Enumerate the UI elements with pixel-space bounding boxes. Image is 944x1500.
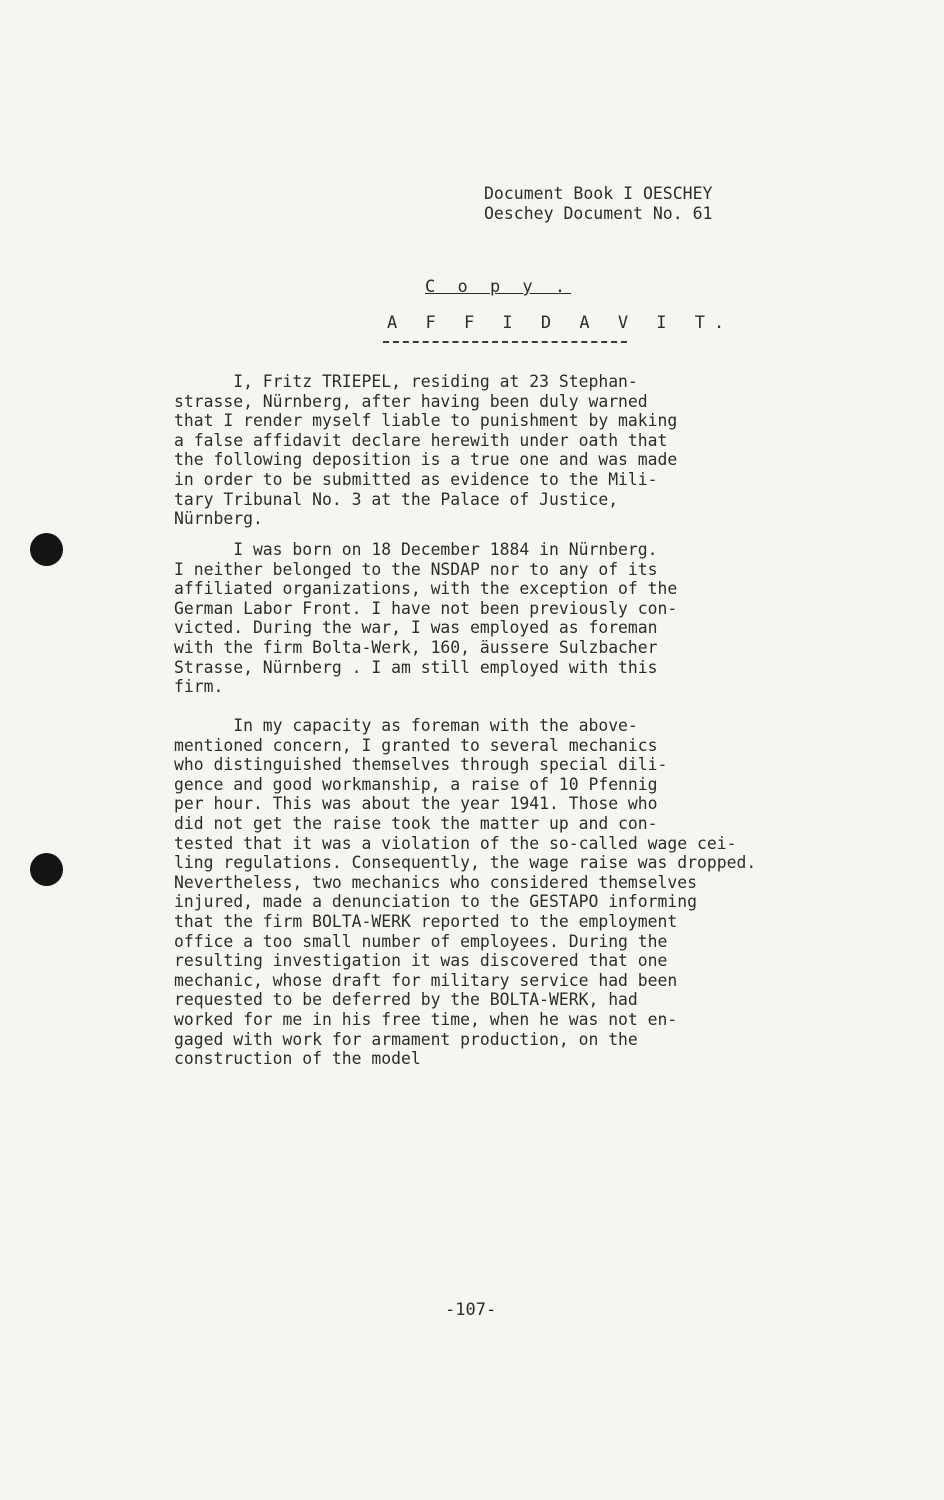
page-number: -107- — [445, 1300, 497, 1320]
punch-hole-lower — [30, 853, 63, 886]
punch-hole-upper — [30, 533, 63, 566]
document-header — [484, 184, 712, 224]
title-underline-rule — [383, 341, 627, 343]
document-number-line: Oeschey Document No. 61 — [484, 204, 713, 223]
paragraph-statement: In my capacity as foreman with the above- mentioned concern, I granted to several mechanics who distinguished themselves through special dili- gence and good workmanship, a raise of 10 Pfennig per hour. This was about the year 1941. Those who did not get the raise took the matter up and con- tested that it was a violation of the so-called wage cei- ling regulations. Consequently, the wage raise was dropped. Nevertheless, two mechanics who considered themselves injured, made a denunciation to the GESTAPO informing that the firm BOLTA-WERK reported to the employment office a too small number of employees. During the resulting investigation it was discovered that one mechanic, whose draft for military service had been requested to be deferred by the BOLTA-WERK, had worked for me in his free time, when he was not en- gaged with work for armament production, on the construction of the model — [174, 716, 757, 1069]
paragraph-background: I was born on 18 December 1884 in Nürnberg. I neither belonged to the NSDAP nor to any of its affiliated organizations, with the exception of the German Labor Front. I have not been previously con- victed. During the war, I was employed as foreman with the firm Bolta-Werk, 160, äussere Sulzbacher Strasse, Nürnberg . I am still employed with this firm. — [174, 540, 678, 697]
document-book-line: Document Book I OESCHEY — [484, 184, 713, 203]
copy-title: C o p y . — [425, 277, 572, 297]
paragraph-identity: I, Fritz TRIEPEL, residing at 23 Stephan- strasse, Nürnberg, after having been duly warned that I render myself liable to punishment by making a false affidavit declare herewith under oath that the following deposition is a true one and was made in order to be submitted as evidence to the Mili- tary Tribunal No. 3 at the Palace of Justice, Nürnberg. — [174, 372, 678, 529]
affidavit-title: A F F I D A V I T. — [387, 313, 734, 333]
